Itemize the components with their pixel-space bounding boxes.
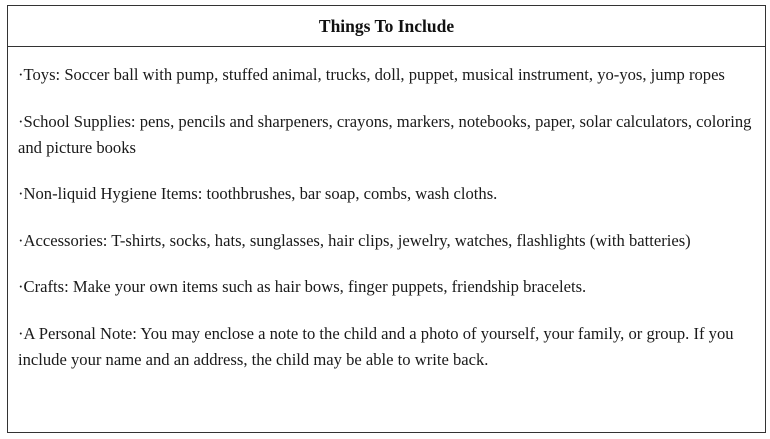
table-body (8, 47, 765, 373)
item-accessories: ·Accessories: T-shirts, socks, hats, sunglasses, hair clips, jewelry, watches, flashlights (with batteries) (18, 230, 691, 250)
item-crafts: ·Crafts: Make your own items such as hair bows, finger puppets, friendship bracelets. (18, 277, 587, 296)
table-header (8, 6, 765, 47)
item-toys: ·Toys: Soccer ball with pump, stuffed animal, trucks, doll, puppet, musical instrument, yo-yos, jump ropes (18, 65, 725, 84)
things-to-include-table (7, 5, 766, 433)
item-hygiene: ·Non-liquid Hygiene Items: toothbrushes, bar soap, combs, wash cloths. (18, 184, 498, 203)
table-title: Things To Include (318, 15, 455, 36)
item-school-supplies: ·School Supplies: pens, pencils and sharpeners, crayons, markers, notebooks, paper, solar calculators, coloring and picture books (18, 111, 752, 157)
item-personal-note: ·A Personal Note: You may enclose a note to the child and a photo of yourself, your family, or group. If you include your name and an address, the child may be able to write back. (18, 323, 734, 369)
